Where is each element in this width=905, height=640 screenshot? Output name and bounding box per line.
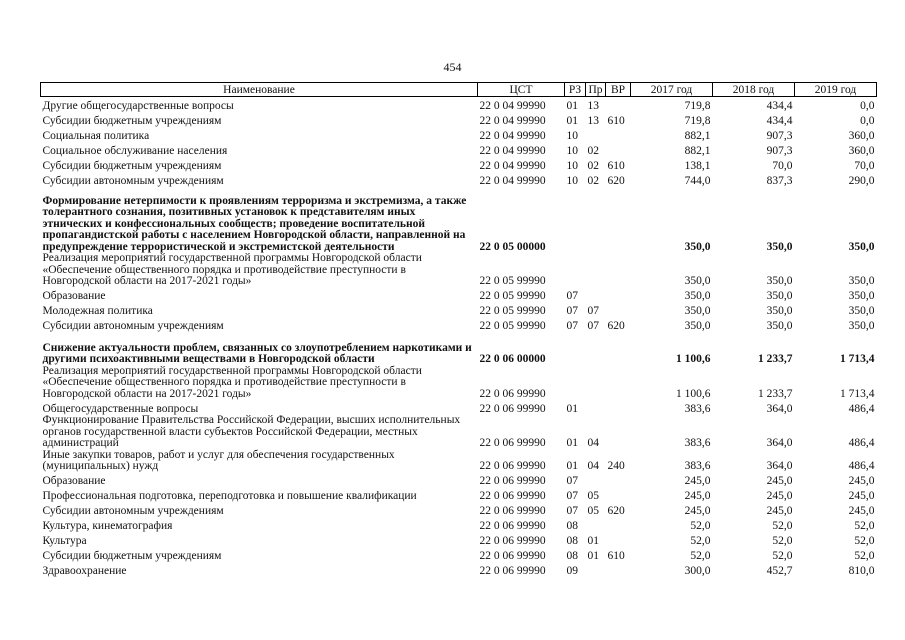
row-2018: 452,7 [766, 565, 793, 577]
row-2019: 1 713,4 [840, 353, 875, 365]
table-row [41, 518, 877, 533]
row-2019: 350,0 [848, 290, 875, 302]
row-rz: 10 [566, 159, 578, 172]
header-2018: 2018 год [713, 83, 795, 97]
row-vr [606, 400, 631, 415]
row-cst: 22 0 04 99990 [479, 129, 546, 142]
row-vr: 620 [607, 505, 625, 517]
row-cst: 22 0 06 99990 [479, 550, 546, 562]
row-pr: 02 [587, 144, 599, 157]
row-name: Социальное обслуживание населения [42, 144, 228, 157]
row-2017: 719,8 [684, 99, 711, 112]
table-row [41, 142, 877, 157]
row-name: Профессиональная подготовка, переподготовка и повышение квалификации [42, 490, 417, 502]
row-2017: 882,1 [684, 144, 711, 157]
row-rz: 07 [566, 490, 578, 502]
row-rz: 07 [566, 305, 578, 317]
row-2017: 882,1 [684, 129, 711, 142]
row-2018: 434,4 [766, 114, 793, 127]
row-name: Общегосударственные вопросы [42, 402, 199, 415]
table-row [41, 157, 877, 172]
row-vr: 620 [607, 320, 625, 332]
row-cst: 22 0 04 99990 [479, 144, 546, 157]
row-vr [606, 533, 631, 548]
row-vr [606, 97, 631, 113]
row-pr [586, 253, 606, 288]
header-2017: 2017 год [631, 83, 713, 97]
row-cst: 22 0 05 00000 [479, 240, 546, 253]
row-rz [565, 333, 586, 366]
row-2018: 70,0 [772, 159, 793, 172]
row-2017: 719,8 [684, 114, 711, 127]
table-row [41, 473, 877, 488]
table-row [41, 450, 877, 473]
row-name: Другие общегосударственные вопросы [42, 99, 234, 112]
row-2019: 1 713,4 [840, 387, 875, 400]
row-2017: 350,0 [684, 320, 711, 332]
header-pr: Пр [586, 83, 606, 97]
row-2018: 364,0 [766, 402, 793, 415]
table-row [41, 303, 877, 318]
row-cst: 22 0 04 99990 [479, 114, 546, 127]
row-2018: 364,0 [766, 437, 793, 449]
row-2017: 1 100,6 [676, 387, 711, 400]
row-2017: 138,1 [684, 159, 711, 172]
row-2019: 245,0 [848, 505, 875, 517]
row-2017: 383,6 [684, 460, 711, 472]
row-2018: 350,0 [766, 290, 793, 302]
row-pr [586, 400, 606, 415]
table-header-row [41, 83, 877, 97]
table-row [41, 112, 877, 127]
row-2017: 350,0 [684, 305, 711, 317]
row-2017: 245,0 [684, 490, 711, 502]
row-2018: 907,3 [766, 129, 793, 142]
row-2018: 350,0 [766, 275, 793, 287]
table-row [41, 503, 877, 518]
row-cst: 22 0 04 99990 [479, 174, 546, 187]
row-cst: 22 0 05 99990 [479, 320, 546, 332]
row-rz: 07 [566, 475, 578, 487]
row-vr [606, 563, 631, 578]
row-2017: 1 100,6 [676, 353, 711, 365]
row-name: Формирование нетерпимости к проявлениям терроризма и экстремизма, а также толерантного сознания, позитивных установок к представителям иных этнических и конфессиональных сообществ; проведение воспитательной пропагандистской работы с населением Новгородской области, направленной на предупреждение террористической и экстремистской деятельности [42, 194, 467, 253]
row-pr: 07 [587, 305, 599, 317]
row-rz: 01 [566, 460, 578, 472]
row-name: Образование [42, 475, 106, 487]
row-2018: 837,3 [766, 174, 793, 187]
row-name: Функционирование Правительства Российской Федерации, высших исполнительных органов государственной власти субъектов Российской Федерации, местных администраций [42, 414, 461, 449]
row-cst: 22 0 06 99990 [479, 490, 546, 502]
row-pr [586, 518, 606, 533]
row-2019: 350,0 [848, 275, 875, 287]
row-2018: 350,0 [766, 305, 793, 317]
row-pr: 01 [587, 550, 599, 562]
row-vr [606, 142, 631, 157]
row-rz: 01 [566, 99, 578, 112]
row-rz [565, 187, 586, 253]
table-row [41, 415, 877, 450]
row-2018: 350,0 [766, 240, 793, 253]
row-name: Культура [42, 535, 87, 547]
row-rz [565, 366, 586, 401]
row-2018: 434,4 [766, 99, 793, 112]
row-pr: 05 [587, 505, 599, 517]
row-vr: 240 [607, 460, 625, 472]
row-pr: 13 [587, 99, 599, 112]
row-2019: 486,4 [848, 437, 875, 449]
row-2019: 52,0 [854, 520, 875, 532]
row-pr: 02 [587, 159, 599, 172]
row-rz: 01 [566, 402, 578, 415]
row-2018: 245,0 [766, 490, 793, 502]
row-name: Социальная политика [42, 129, 150, 142]
row-vr [606, 488, 631, 503]
row-rz: 10 [566, 144, 578, 157]
row-name: Реализация мероприятий государственной программы Новгородской области «Обеспечение общественного порядка и противодействие преступности в Новгородской области на 2017-2021 годы» [42, 364, 422, 400]
row-vr [606, 366, 631, 401]
row-pr: 07 [587, 320, 599, 332]
row-vr [606, 187, 631, 253]
row-2019: 486,4 [848, 460, 875, 472]
row-2018: 52,0 [772, 550, 793, 562]
row-cst: 22 0 04 99990 [479, 159, 546, 172]
header-vr: ВР [606, 83, 631, 97]
row-2019: 52,0 [854, 535, 875, 547]
row-2017: 300,0 [684, 565, 711, 577]
row-2019: 350,0 [848, 320, 875, 332]
row-2018: 1 233,7 [758, 387, 793, 400]
row-rz [565, 253, 586, 288]
row-pr: 01 [587, 535, 599, 547]
table-row [41, 253, 877, 288]
table-row [41, 97, 877, 113]
row-2018: 245,0 [766, 475, 793, 487]
row-2017: 744,0 [684, 174, 711, 187]
row-2019: 245,0 [848, 475, 875, 487]
page-number: 454 [443, 60, 462, 74]
table-row-section [41, 333, 877, 366]
row-pr [586, 473, 606, 488]
row-rz: 07 [566, 290, 578, 302]
row-cst: 22 0 06 99990 [479, 402, 546, 415]
table-row [41, 400, 877, 415]
row-name: Здравоохранение [42, 565, 127, 577]
table-row [41, 288, 877, 303]
row-2018: 1 233,7 [758, 353, 793, 365]
row-pr [586, 127, 606, 142]
row-name: Иные закупки товаров, работ и услуг для обеспечения государственных (муниципальных) нужд [42, 448, 395, 472]
row-pr: 04 [587, 460, 599, 472]
budget-table [40, 82, 877, 578]
row-2017: 383,6 [684, 402, 711, 415]
row-2018: 364,0 [766, 460, 793, 472]
row-2018: 52,0 [772, 535, 793, 547]
row-2019: 70,0 [854, 159, 875, 172]
table-row [41, 318, 877, 333]
row-2019: 245,0 [848, 490, 875, 502]
row-pr: 05 [587, 490, 599, 502]
header-cst: ЦСТ [478, 83, 565, 97]
table-row [41, 366, 877, 401]
row-name: Культура, кинематография [42, 520, 173, 532]
row-rz: 09 [566, 565, 578, 577]
row-rz: 07 [566, 505, 578, 517]
row-name: Субсидии бюджетным учреждениям [42, 114, 222, 127]
row-cst: 22 0 04 99990 [479, 99, 546, 112]
row-rz: 10 [566, 174, 578, 187]
table-row [41, 533, 877, 548]
row-name: Субсидии автономным учреждениям [42, 320, 224, 332]
row-cst: 22 0 05 99990 [479, 275, 546, 287]
row-cst: 22 0 05 99990 [479, 290, 546, 302]
row-name: Образование [42, 290, 106, 302]
row-2017: 52,0 [690, 520, 711, 532]
header-2019: 2019 год [795, 83, 877, 97]
row-vr [606, 333, 631, 366]
row-vr [606, 415, 631, 450]
header-rz: РЗ [565, 83, 586, 97]
row-pr [586, 333, 606, 366]
row-pr [586, 366, 606, 401]
row-vr [606, 127, 631, 142]
row-cst: 22 0 06 00000 [479, 353, 546, 365]
row-2017: 350,0 [684, 240, 711, 253]
row-2019: 0,0 [860, 114, 875, 127]
row-vr [606, 288, 631, 303]
row-pr: 04 [587, 437, 599, 449]
row-cst: 22 0 06 99990 [479, 505, 546, 517]
row-pr: 02 [587, 174, 599, 187]
row-name: Субсидии автономным учреждениям [42, 174, 224, 187]
row-vr [606, 473, 631, 488]
row-cst: 22 0 06 99990 [479, 475, 546, 487]
row-vr [606, 518, 631, 533]
row-vr [606, 253, 631, 288]
row-cst: 22 0 06 99990 [479, 387, 546, 400]
row-pr [586, 563, 606, 578]
row-2017: 350,0 [684, 275, 711, 287]
row-rz: 01 [566, 437, 578, 449]
row-name: Снижение актуальности проблем, связанных со злоупотреблением наркотиками и другими психоактивными веществами в Новгородской области [42, 341, 472, 365]
row-name: Субсидии бюджетным учреждениям [42, 550, 222, 562]
row-rz: 10 [566, 129, 578, 142]
row-cst: 22 0 05 99990 [479, 305, 546, 317]
row-vr: 610 [607, 159, 625, 172]
row-vr: 610 [607, 114, 625, 127]
row-cst: 22 0 06 99990 [479, 520, 546, 532]
table-row [41, 172, 877, 187]
table-row-section [41, 187, 877, 253]
row-2019: 350,0 [848, 305, 875, 317]
row-pr [586, 187, 606, 253]
row-rz: 08 [566, 520, 578, 532]
row-2017: 350,0 [684, 290, 711, 302]
row-vr: 610 [607, 550, 625, 562]
table-row [41, 563, 877, 578]
row-rz: 07 [566, 320, 578, 332]
row-name: Субсидии бюджетным учреждениям [42, 159, 222, 172]
row-cst: 22 0 06 99990 [479, 565, 546, 577]
row-cst: 22 0 06 99990 [479, 437, 546, 449]
header-name: Наименование [41, 83, 478, 97]
row-rz: 01 [566, 114, 578, 127]
row-vr: 620 [607, 174, 625, 187]
row-2018: 245,0 [766, 505, 793, 517]
row-name: Молодежная политика [42, 305, 153, 317]
row-2019: 486,4 [848, 402, 875, 415]
row-2017: 52,0 [690, 535, 711, 547]
row-2019: 0,0 [860, 99, 875, 112]
row-name: Реализация мероприятий государственной программы Новгородской области «Обеспечение общественного порядка и противодействие преступности в Новгородской области на 2017-2021 годы» [42, 252, 422, 287]
row-pr [586, 288, 606, 303]
table-row [41, 548, 877, 563]
row-2019: 290,0 [848, 174, 875, 187]
row-name: Субсидии автономным учреждениям [42, 505, 224, 517]
row-2017: 245,0 [684, 505, 711, 517]
row-rz: 08 [566, 550, 578, 562]
table-row [41, 488, 877, 503]
row-cst: 22 0 06 99990 [479, 535, 546, 547]
row-2019: 360,0 [848, 129, 875, 142]
row-2018: 350,0 [766, 320, 793, 332]
row-cst: 22 0 06 99990 [479, 460, 546, 472]
row-rz: 08 [566, 535, 578, 547]
row-pr: 13 [587, 114, 599, 127]
row-2018: 52,0 [772, 520, 793, 532]
row-2019: 360,0 [848, 144, 875, 157]
row-2019: 52,0 [854, 550, 875, 562]
row-vr [606, 303, 631, 318]
row-2019: 810,0 [848, 565, 875, 577]
table-row [41, 127, 877, 142]
row-2018: 907,3 [766, 144, 793, 157]
row-2017: 245,0 [684, 475, 711, 487]
row-2019: 350,0 [848, 240, 875, 253]
row-2017: 52,0 [690, 550, 711, 562]
row-2017: 383,6 [684, 437, 711, 449]
